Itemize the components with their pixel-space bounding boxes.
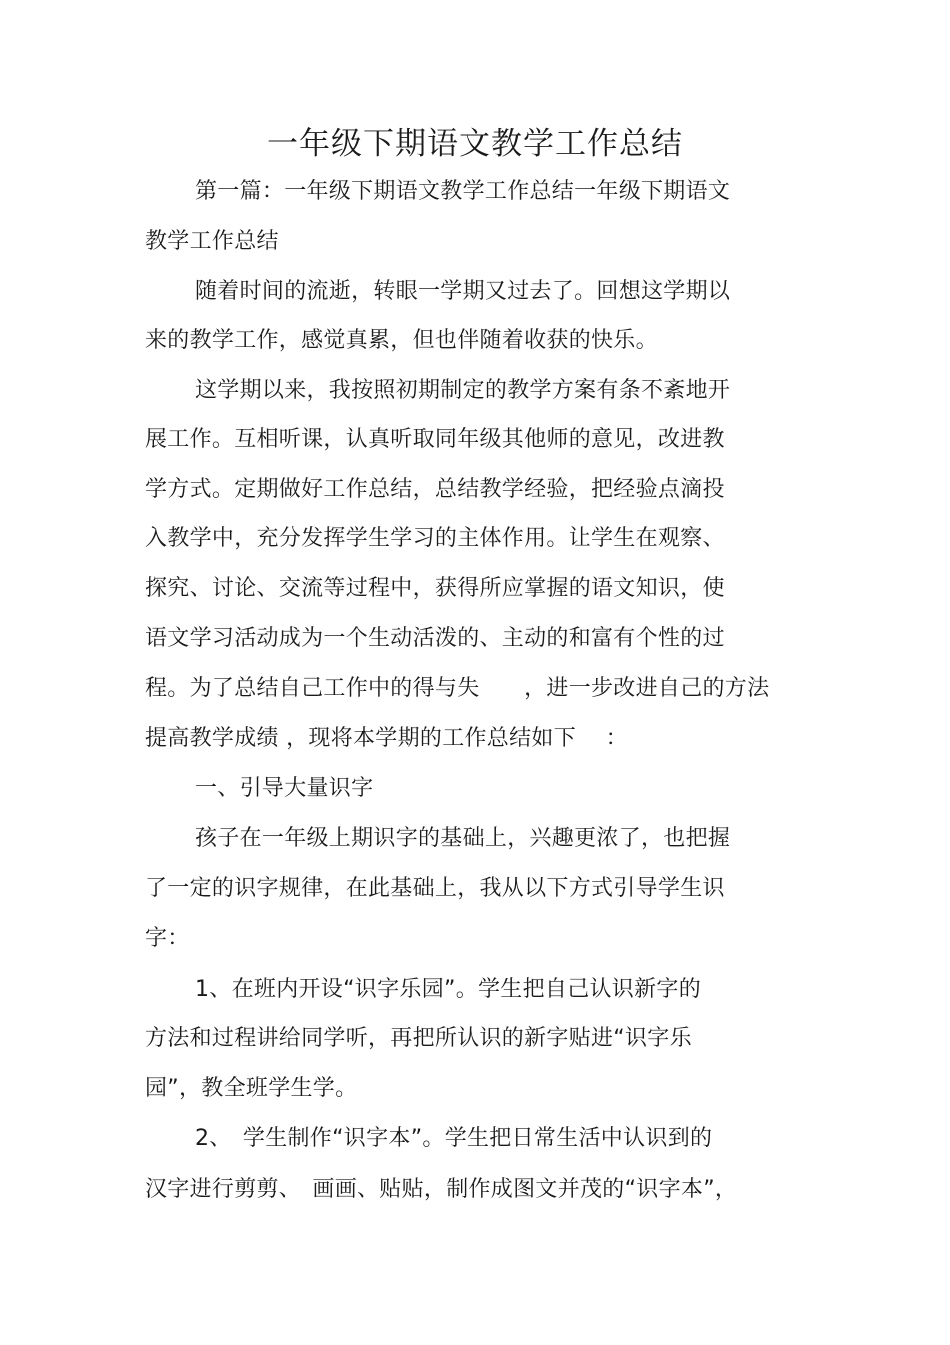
paragraph-line: 方法和过程讲给同学听，再把所认识的新字贴进“识字乐 <box>145 1026 692 1051</box>
paragraph-line: 1、在班内开设“识字乐园”。学生把自己认识新字的 <box>195 977 701 1002</box>
paragraph-line: 第一篇：一年级下期语文教学工作总结一年级下期语文 <box>195 179 731 204</box>
paragraph-line: 探究、讨论、交流等过程中，获得所应掌握的语文知识，使 <box>145 576 725 601</box>
document-title: 一年级下期语文教学工作总结 <box>267 126 683 162</box>
paragraph-line: 语文学习活动成为一个生动活泼的、主动的和富有个性的过 <box>145 626 725 651</box>
paragraph-line: 来的教学工作，感觉真累，但也伴随着收获的快乐。 <box>145 328 658 353</box>
paragraph-line: 孩子在一年级上期识字的基础上，兴趣更浓了，也把握 <box>195 826 731 851</box>
paragraph-line: 入教学中，充分发挥学生学习的主体作用。让学生在观察、 <box>145 526 725 551</box>
paragraph-line: 汉字进行剪剪、 画画、贴贴，制作成图文并茂的“识字本”， <box>145 1177 738 1202</box>
paragraph-line: 随着时间的流逝，转眼一学期又过去了。回想这学期以 <box>195 279 731 304</box>
paragraph-line: 学方式。定期做好工作总结，总结教学经验，把经验点滴投 <box>145 477 725 502</box>
paragraph-line: 教学工作总结 <box>145 229 279 254</box>
paragraph-line: 这学期以来，我按照初期制定的教学方案有条不紊地开 <box>195 378 731 403</box>
paragraph-line: 展工作。互相听课，认真听取同年级其他师的意见，改进教 <box>145 427 725 452</box>
paragraph-line: 提高教学成绩 ，现将本学期的工作总结如下 ： <box>145 726 628 751</box>
paragraph-line: 2、 学生制作“识字本”。学生把日常生活中认识到的 <box>195 1126 713 1151</box>
paragraph-line: 字： <box>145 926 190 951</box>
paragraph-line: 程。为了总结自己工作中的得与失 ，进一步改进自己的方法 <box>145 676 770 701</box>
paragraph-line: 园”，教全班学生学。 <box>145 1076 358 1101</box>
paragraph-line: 了一定的识字规律，在此基础上，我从以下方式引导学生识 <box>145 876 725 901</box>
section-heading: 一、引导大量识字 <box>195 776 374 801</box>
